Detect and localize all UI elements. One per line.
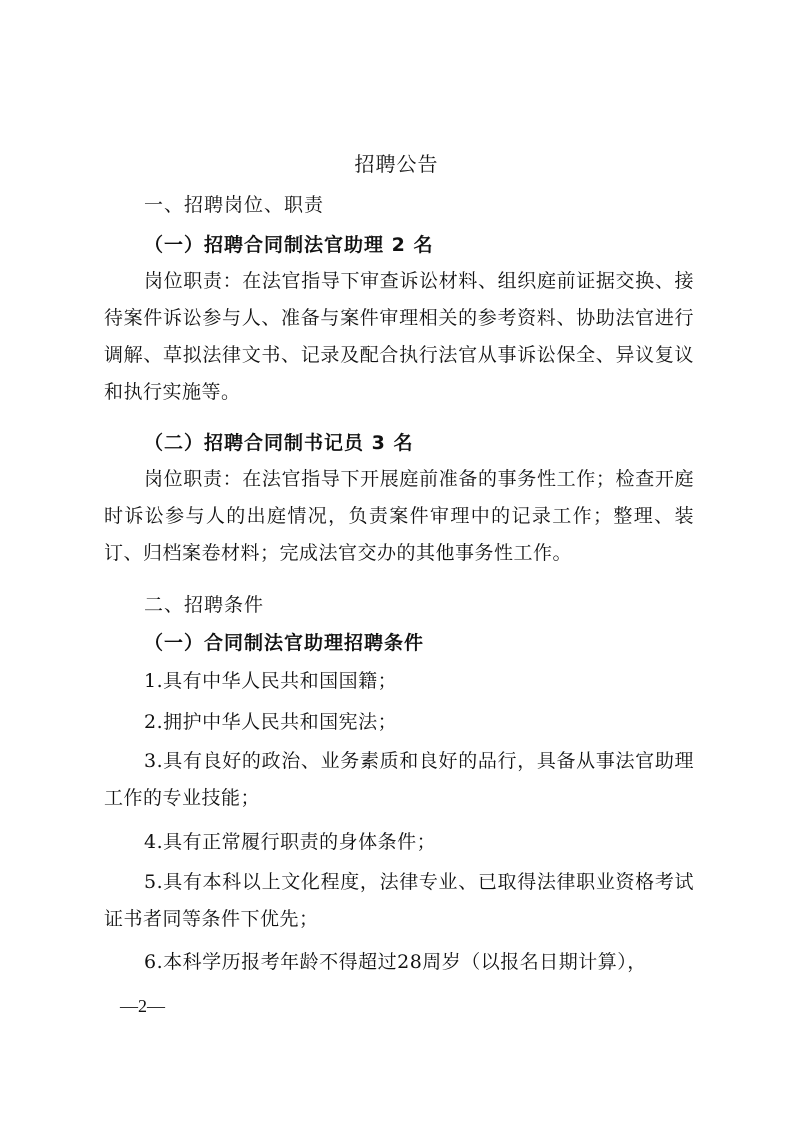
condition-item: 3.具有良好的政治、业务素质和良好的品行，具备从事法官助理工作的专业技能； [104,750,694,809]
subheading-judge-assistant: （一）招聘合同制法官助理 2 名 [144,234,434,256]
paragraph-judge-assistant-duties: 岗位职责：在法官指导下审查诉讼材料、组织庭前证据交换、接待案件诉讼参与人、准备与案件审理相关的参考资料、协助法官进行调解、草拟法律文书、记录及配合执行法官从事诉讼保全、异议复议和执行实施等。 [104,270,694,403]
subheading-clerk: （二）招聘合同制书记员 3 名 [144,432,414,454]
document-title: 招聘公告 [354,152,439,176]
condition-item: 1.具有中华人民共和国国籍； [144,670,398,692]
condition-item: 6.本科学历报考年龄不得超过28周岁（以报名日期计算）， [144,951,647,973]
paragraph-clerk-duties: 岗位职责：在法官指导下开展庭前准备的事务性工作；检查开庭时诉讼参与人的出庭情况，负责案件审理中的记录工作；整理、装订、归档案卷材料；完成法官交办的其他事务性工作。 [104,468,694,564]
subheading-judge-assistant-conditions: （一）合同制法官助理招聘条件 [144,632,425,654]
section-heading-conditions: 二、招聘条件 [144,594,265,616]
condition-item: 2.拥护中华人民共和国宪法； [144,711,398,733]
condition-item: 5.具有本科以上文化程度，法律专业、已取得法律职业资格考试证书者同等条件下优先； [104,871,694,930]
section-heading-positions: 一、招聘岗位、职责 [144,194,325,216]
condition-item: 4.具有正常履行职责的身体条件； [144,831,437,853]
page-number: —2— [120,996,165,1016]
